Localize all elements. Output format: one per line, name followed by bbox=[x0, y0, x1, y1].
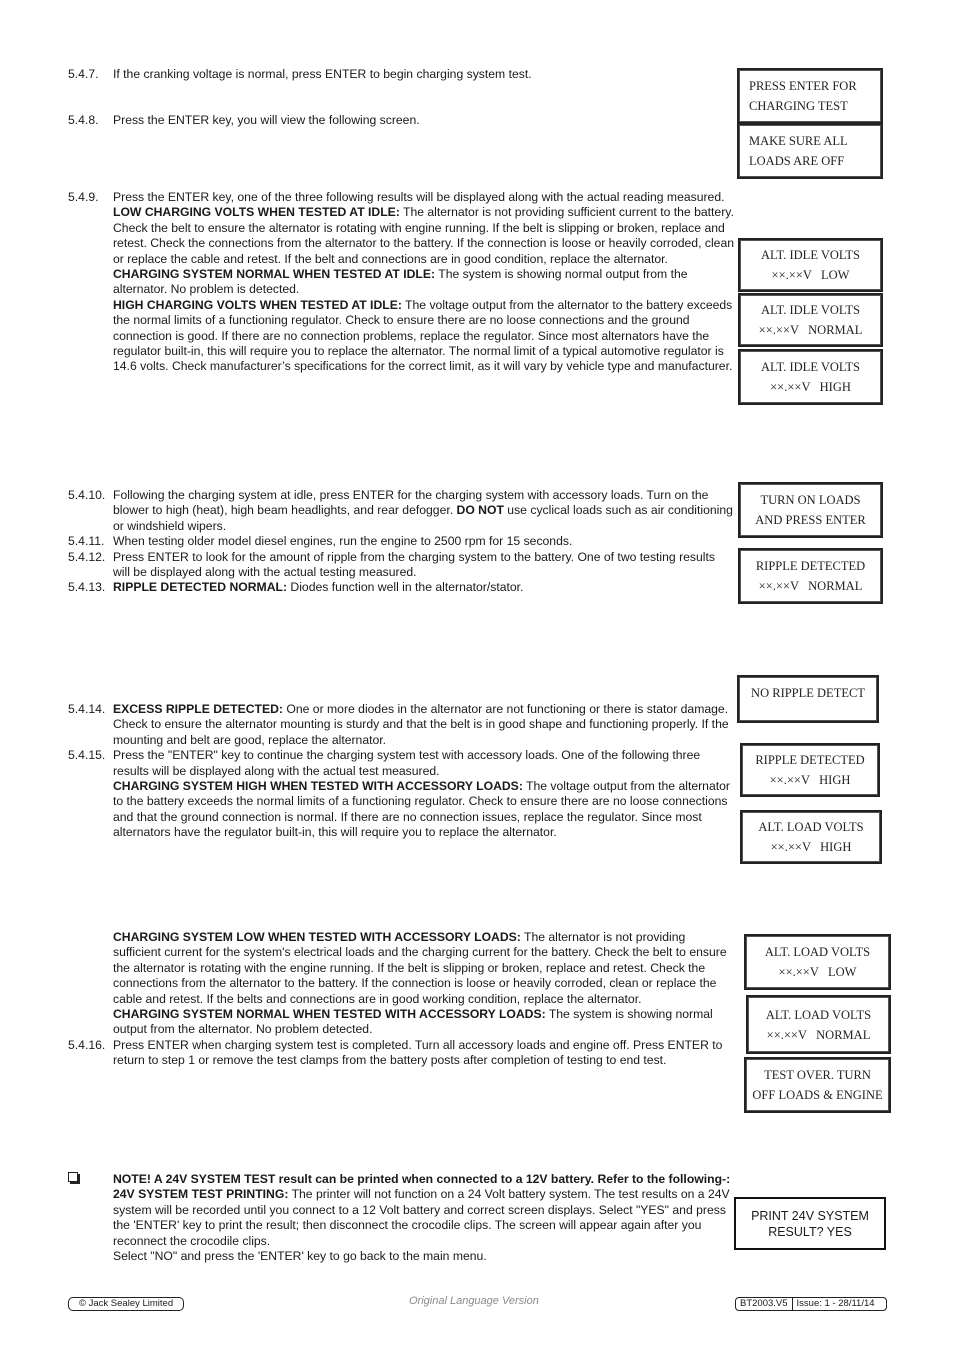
step-number: 5.4.12. bbox=[68, 549, 106, 564]
step-text: Following the charging system at idle, press ENTER for the charging system with accessory loads. Turn on the blower to high (heat), high beam headlights, and rear defogger. DO NOT use cyclical loads such as air conditioning or windshield wipers. bbox=[113, 488, 733, 533]
screen-print-24v: PRINT 24V SYSTEM RESULT? YES bbox=[734, 1197, 886, 1250]
step-number: 5.4.13. bbox=[68, 580, 106, 595]
high-load-text: CHARGING SYSTEM HIGH WHEN TESTED WITH ACCESSORY LOADS: The voltage output from the alternator to the battery exceeds the normal limits of a functioning regulator. Check to ensure there are no loose connections and that the ground connection is normal. If there are no connection issues, replace the regulator. Since most alternators have the regulator built-in, this will require you to replace the alternator. bbox=[113, 779, 730, 840]
step-5-4-8 bbox=[68, 113, 734, 128]
step-5-4-12 bbox=[68, 550, 734, 581]
step-number: 5.4.7. bbox=[68, 67, 99, 81]
step-5-4-9 bbox=[68, 190, 734, 375]
normal-charging-idle-text: CHARGING SYSTEM NORMAL WHEN TESTED AT IDLE: The system is showing normal output from the alternator. No problem is detected. bbox=[113, 267, 688, 297]
note-select-no: Select "NO" and press the 'ENTER' key to go back to the main menu. bbox=[113, 1249, 487, 1264]
screen-make-sure-loads-off: MAKE SURE ALL LOADS ARE OFF bbox=[737, 123, 883, 179]
step-number: 5.4.8. bbox=[68, 113, 99, 127]
footer-copyright: © Jack Sealey Limited bbox=[68, 1297, 184, 1311]
step-5-4-13 bbox=[68, 580, 734, 595]
step-5-4-10 bbox=[68, 488, 734, 534]
screen-load-normal: ALT. LOAD VOLTS ××.××V NORMAL bbox=[746, 995, 891, 1054]
footer-issue: Issue: 1 - 28/11/14 bbox=[796, 1298, 875, 1309]
screen-load-low: ALT. LOAD VOLTS ××.××V LOW bbox=[744, 934, 891, 990]
screen-test-over: TEST OVER. TURN OFF LOADS & ENGINE bbox=[744, 1057, 891, 1113]
screen-load-high: ALT. LOAD VOLTS ××.××V HIGH bbox=[740, 810, 882, 864]
note-heading: NOTE! A 24V SYSTEM TEST result can be printed when connected to a 12V battery. Refer to the following-: bbox=[113, 1172, 731, 1186]
steps-5-4-14-to-15 bbox=[68, 702, 734, 841]
step-text: When testing older model diesel engines, run the engine to 2500 rpm for 15 seconds. bbox=[113, 534, 573, 549]
step-5-4-16 bbox=[68, 1038, 734, 1069]
screen-idle-low: ALT. IDLE VOLTS ××.××V LOW bbox=[738, 238, 883, 292]
steps-load-results-and-5-4-16 bbox=[68, 930, 734, 1069]
screen-ripple-high: RIPPLE DETECTED ××.××V HIGH bbox=[740, 743, 880, 797]
step-number: 5.4.15. bbox=[68, 748, 106, 763]
step-5-4-7 bbox=[68, 67, 734, 82]
step-number: 5.4.14. bbox=[68, 702, 106, 716]
step-5-4-14 bbox=[68, 702, 734, 748]
screen-turn-on-loads: TURN ON LOADS AND PRESS ENTER bbox=[738, 482, 883, 538]
step-number: 5.4.16. bbox=[68, 1037, 106, 1052]
step-text: Press the "ENTER" key to continue the charging system test with accessory loads. One of the following three results will be displayed along with the actual test measured. bbox=[113, 748, 701, 778]
footer-model-issue bbox=[735, 1297, 887, 1311]
steps-5-4-10-to-13 bbox=[68, 488, 734, 596]
screen-ripple-normal: RIPPLE DETECTED ××.××V NORMAL bbox=[738, 548, 883, 604]
screen-press-enter: PRESS ENTER FOR CHARGING TEST bbox=[737, 68, 883, 124]
screen-no-ripple: NO RIPPLE DETECT bbox=[737, 675, 879, 723]
step-number: 5.4.11. bbox=[68, 534, 105, 549]
step-text: Press the ENTER key, you will view the following screen. bbox=[113, 113, 420, 127]
step-text: EXCESS RIPPLE DETECTED: One or more diodes in the alternator are not functioning or there is stator damage. Check to ensure the alternator mounting is sturdy and that the belt is in good shape and functioning properly. If the mounting and belt are good, replace the alternator. bbox=[113, 702, 729, 747]
screen-idle-high: ALT. IDLE VOLTS ××.××V HIGH bbox=[738, 349, 883, 405]
low-charging-idle-text: LOW CHARGING VOLTS WHEN TESTED AT IDLE: The alternator is not providing sufficient current to the battery. Check the belt to ensure the alternator is rotating with engine running. If the belt is slipping or broken, replace and retest. Check the connections from the alternator to the battery. If the connection is loose or heavily corroded, clean or replace the cable and retest. If the belt and connections are in good condition, replace the alternator. bbox=[113, 205, 734, 266]
step-text: If the cranking voltage is normal, press ENTER to begin charging system test. bbox=[113, 67, 532, 81]
step-text: RIPPLE DETECTED NORMAL: Diodes function well in the alternator/stator. bbox=[113, 580, 524, 595]
step-number: 5.4.9. bbox=[68, 190, 99, 204]
step-text: Press the ENTER key, one of the three following results will be displayed along with the actual reading measured. bbox=[113, 190, 725, 204]
note-24v-printing: 24V SYSTEM TEST PRINTING: The printer will not function on a 24 Volt battery system. The test results on a 24V system will be recorded until you connect to a 12 Volt battery and correct screen displays. Select "YES" and press the 'ENTER' key to print the result; then disconnect the crocodile clips. The screen will appear again after you reconnect the crocodile clips. bbox=[113, 1187, 730, 1248]
screen-idle-normal: ALT. IDLE VOLTS ××.××V NORMAL bbox=[738, 293, 883, 347]
step-text: Press ENTER when charging system test is completed. Turn all accessory loads and engine off. Press ENTER to return to step 1 or remove the test clamps from the battery posts after completion of testing to end test. bbox=[113, 1037, 723, 1068]
footer-model: BT2003.V5 bbox=[736, 1298, 793, 1310]
note-24v bbox=[68, 1172, 734, 1264]
low-load-text: CHARGING SYSTEM LOW WHEN TESTED WITH ACCESSORY LOADS: The alternator is not providing sufficient current for the system's electrical loads and the charging current for the battery. Check the belt to ensure the alternator is rotating with the engine running. If the belt is slipping or broken, replace and retest. Check the connections from the alternator to the battery. If the connection is loose or heavily corroded, clean or replace the cable and retest. If the belts and connections are in good working condition, replace the alternator. bbox=[113, 930, 727, 1006]
step-5-4-15 bbox=[68, 748, 734, 840]
footer-language-version: Original Language Version bbox=[409, 1295, 539, 1307]
step-number: 5.4.10. bbox=[68, 488, 106, 502]
high-charging-idle-text: HIGH CHARGING VOLTS WHEN TESTED AT IDLE: The voltage output from the alternator to the battery exceeds the normal limits of a functioning regulator. Check to ensure there are no loose connections and the ground connection is good. If there are no connection problems, replace the regulator. Since most alternators have the regulator built-in, this will require you to replace the alternator. The normal limit of a typical automotive regulator is 14.6 volts. Check manufacturer’s specifications for the correct limit, as it will vary by vehicle type and manufacturer. bbox=[113, 297, 733, 374]
normal-load-text: CHARGING SYSTEM NORMAL WHEN TESTED WITH ACCESSORY LOADS: The system is showing normal output from the alternator. No problem detected. bbox=[113, 1007, 713, 1037]
step-text: Press ENTER to look for the amount of ripple from the charging system to the battery. One of two testing results will be displayed along with the actual testing measured. bbox=[113, 549, 715, 580]
step-5-4-11 bbox=[68, 534, 734, 549]
